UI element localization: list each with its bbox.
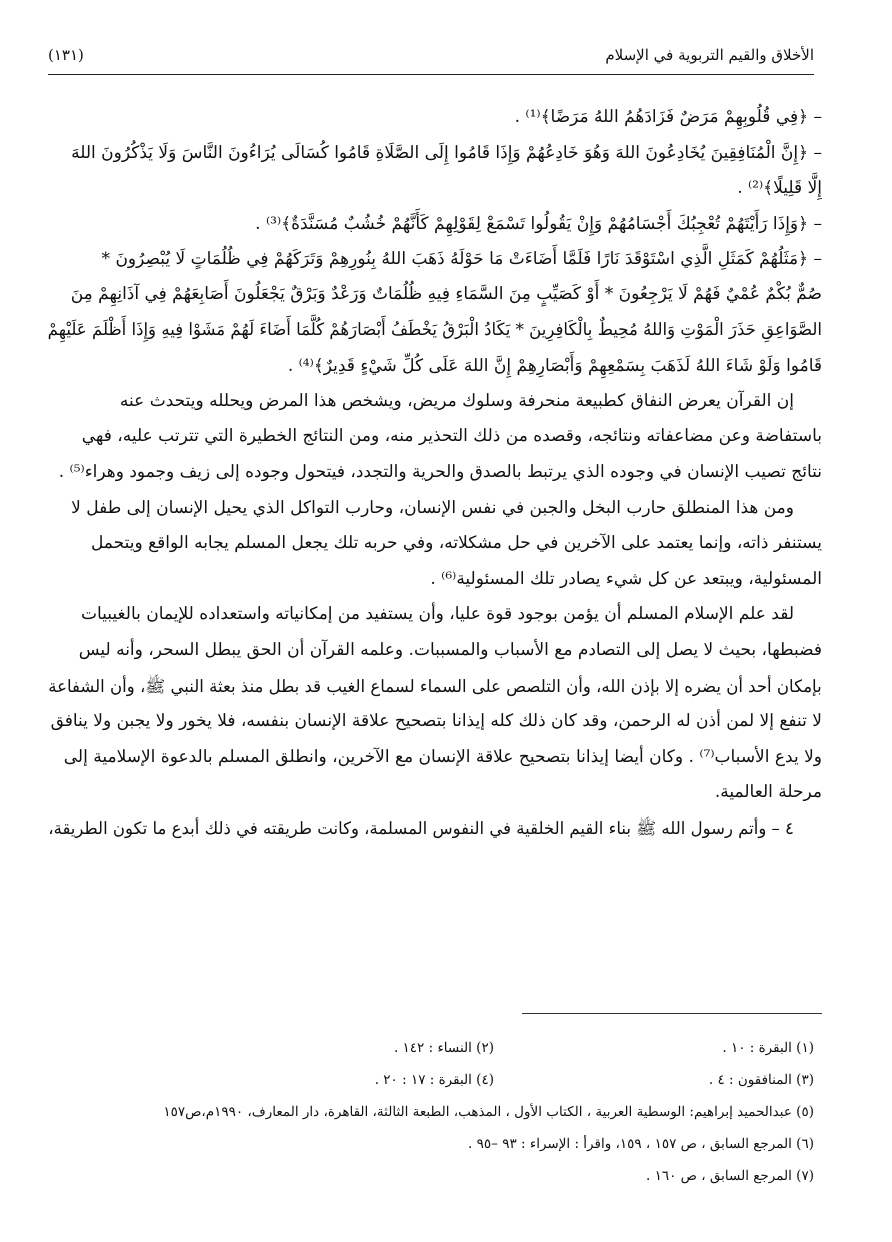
footnote-7: (٧) المرجع السابق ، ص ١٦٠ .: [646, 1168, 814, 1184]
footnote-2: (٢) النساء : ١٤٢ .: [393, 1040, 494, 1056]
footnote-separator: [522, 1013, 822, 1014]
text-line: لقد علم الإسلام المسلم أن يؤمن بوجود قوة عليا، وأن يستفيد من إمكانياته واستعداده للإيمان بالغيبيات: [80, 604, 794, 625]
text-line: – ﴿فِي قُلُوبِهِمْ مَرَضٌ فَزَادَهُمُ اللهُ مَرَضًا﴾⁽¹⁾ .: [514, 107, 822, 127]
text-line: المسئولية، ويبتعد عن كل شيء يصادر تلك المسئولية⁽⁶⁾ .: [430, 568, 822, 589]
text-line: إن القرآن يعرض النفاق كطبيعة منحرفة وسلوك مريض، ويشخص هذا المرض ويحلله ويتحدث عنه: [119, 390, 794, 411]
body-text: [48, 100, 822, 847]
text-line: مرحلة العالمية.: [714, 782, 822, 803]
text-line: نتائج تصيب الإنسان في وجوده الذي يرتبط بالصدق والحرية والتجدد، فيتحول وجوده إلى زيف وجمود وهراء⁽⁵⁾ .: [58, 461, 822, 482]
footnote-3: (٣) المنافقون : ٤ .: [708, 1072, 814, 1088]
footnote-1: (١) البقرة : ١٠ .: [722, 1040, 814, 1056]
text-line: – ﴿وَإِذَا رَأَيْتَهُمْ تُعْجِبُكَ أَجْسَامُهُمْ وَإِنْ يَقُولُوا تَسْمَعْ لِقَوْلِهِمْ كَأَنَّهُمْ خُشُبٌ مُسَنَّدَةٌ﴾⁽³⁾ .: [255, 213, 822, 234]
text-line: ٤ – وأتم رسول الله ﷺ بناء القيم الخلقية في النفوس المسلمة، وكانت طريقته في ذلك أبدع ما تكون الطريقة،: [48, 818, 794, 839]
text-line: بإمكان أحد أن يضره إلا بإذن الله، وأن التلصص على السماء لسماع الغيب قد بطل منذ بعثة النبي ﷺ، وأن الشفاعة: [48, 676, 822, 697]
text-line: لا تنفع إلا لمن أذن له الرحمن، وقد كان ذلك كله إيذانا بتصحيح علاقة الإنسان بنفسه، فلا يخور ولا يجبن ولا ينافق: [50, 711, 822, 732]
text-line: فضبطها، بحيث لا يصل إلى التصادم مع الأسباب والمسببات. وعلمه القرآن أن الحق يبطل السحر، وأنه ليس: [78, 639, 822, 660]
text-line: إِلَّا قَلِيلًا﴾⁽²⁾ .: [737, 178, 822, 199]
text-line: قَامُوا وَلَوْ شَاءَ اللهُ لَذَهَبَ بِسَمْعِهِمْ وَأَبْصَارِهِمْ إِنَّ اللهَ عَلَى كُلِّ شَيْءٍ قَدِيرٌ﴾⁽⁴⁾ .: [287, 356, 822, 377]
page-number: (١٣١): [48, 46, 84, 64]
text-line: الصَّوَاعِقِ حَذَرَ الْمَوْتِ وَاللهُ مُحِيطٌ بِالْكَافِرِينَ * يَكَادُ الْبَرْقُ يَخْطَفُ أَبْصَارَهُمْ كُلَّمَا أَضَاءَ لَهُمْ مَشَوْا فِيهِ وَإِذَا أَظْلَمَ عَلَيْهِمْ: [48, 319, 822, 340]
header-title: الأخلاق والقيم التربوية في الإسلام: [605, 46, 814, 64]
text-line: باستفاضة وعن مضاعفاته ونتائجه، وقصده من ذلك التحذير منه، ومن النتائج الخطيرة التي تترتب عليه، فهي: [81, 426, 822, 447]
text-line: صُمٌّ بُكْمٌ عُمْيٌ فَهُمْ لَا يَرْجِعُونَ * أَوْ كَصَيِّبٍ مِنَ السَّمَاءِ فِيهِ ظُلُمَاتٌ وَرَعْدٌ وَبَرْقٌ يَجْعَلُونَ أَصَابِعَهُمْ فِي آذَانِهِمْ مِنَ: [70, 283, 822, 304]
footnote-6: (٦) المرجع السابق ، ص ١٥٧ ، ١٥٩، واقرأ : الإسراء : ٩٣ –٩٥ .: [468, 1136, 814, 1152]
text-line: يستنفر ذاته، وإنما يعتمد على الآخرين في حل مشكلاته، وفي حربه تلك يجعل المسلم يجابه الواقع ويتحمل: [90, 533, 822, 554]
text-line: ومن هذا المنطلق حارب البخل والجبن في نفس الإنسان، وحارب التواكل الذي يحيل الإنسان إلى طفل لا: [71, 497, 794, 518]
footnote-4: (٤) البقرة : ١٧ : ٢٠ .: [374, 1072, 494, 1088]
footnote-5: (٥) عبدالحميد إبراهيم: الوسطية العربية ، الكتاب الأول ، المذهب، الطبعة الثالثة، القاهرة، دار المعارف، ١٩٩٠م،ص١٥٧: [163, 1104, 814, 1120]
text-line: – ﴿مَثَلُهُمْ كَمَثَلِ الَّذِي اسْتَوْقَدَ نَارًا فَلَمَّا أَضَاءَتْ مَا حَوْلَهُ ذَهَبَ اللهُ بِنُورِهِمْ وَتَرَكَهُمْ فِي ظُلُمَاتٍ لَا يُبْصِرُونَ *: [101, 249, 822, 270]
text-line: – ﴿إِنَّ الْمُنَافِقِينَ يُخَادِعُونَ اللهَ وَهُوَ خَادِعُهُمْ وَإِذَا قَامُوا إِلَى الصَّلَاةِ قَامُوا كُسَالَى يُرَاءُونَ النَّاسَ وَلَا يَذْكُرُونَ اللهَ: [71, 142, 822, 163]
text-line: ولا يدع الأسباب⁽⁷⁾ . وكان أيضا إيذانا بتصحيح علاقة الإنسان مع الآخرين، وانطلق المسلم بالدعوة الإسلامية إلى: [63, 746, 822, 767]
running-header: [48, 40, 814, 75]
